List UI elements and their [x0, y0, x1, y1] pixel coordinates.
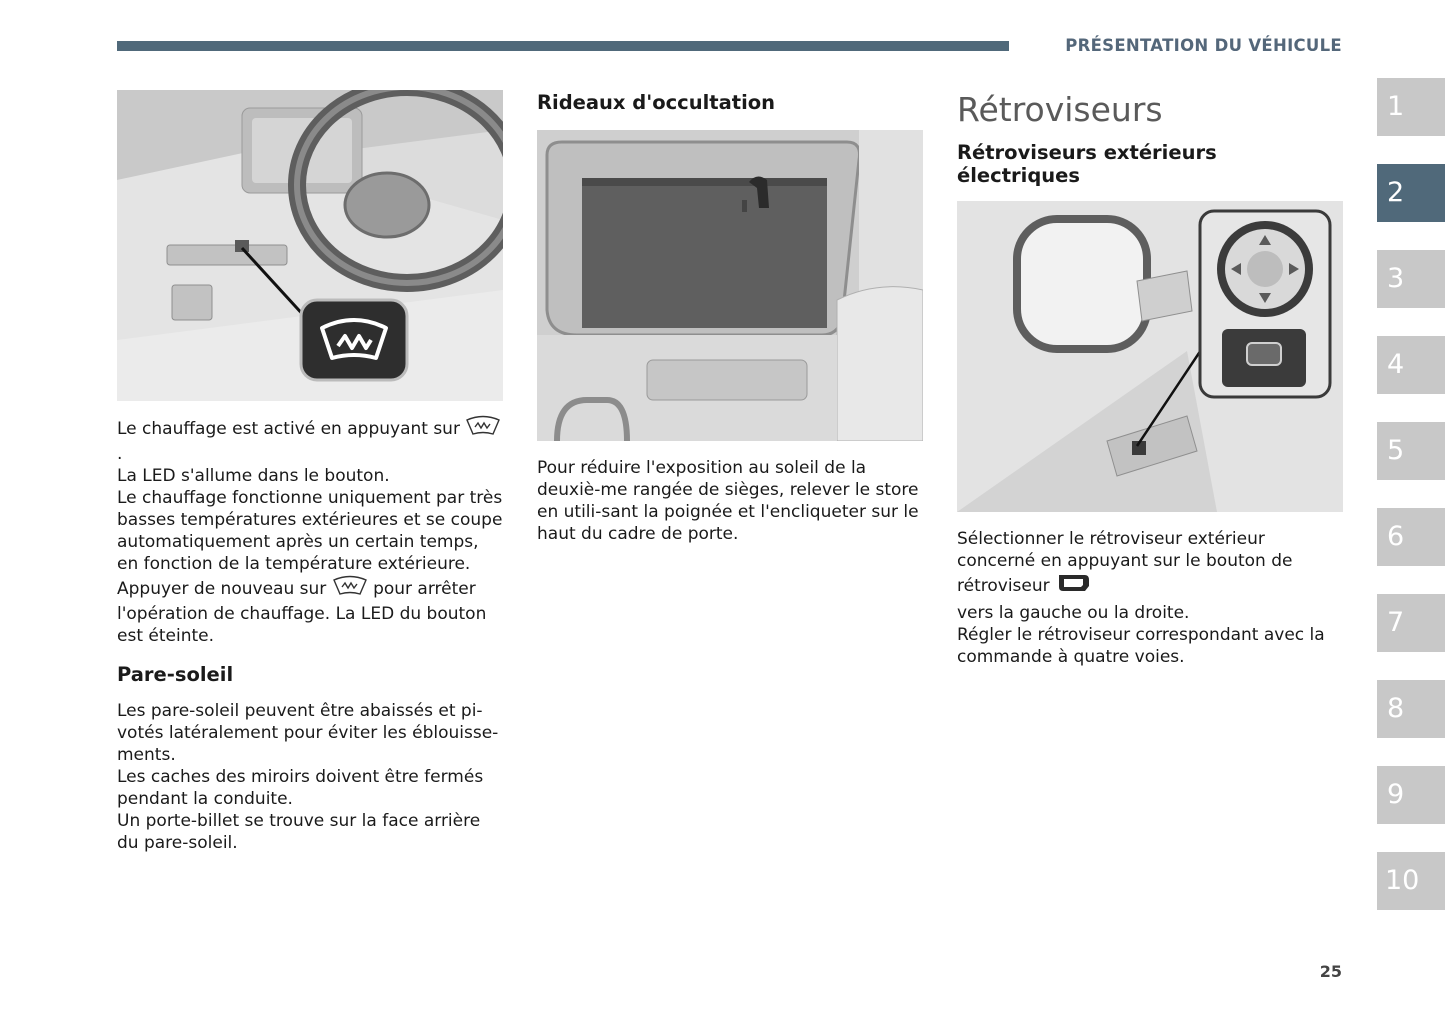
header-rule	[117, 41, 1009, 51]
heating-text-2: La LED s'allume dans le bouton.	[117, 466, 390, 486]
chapter-tab-7[interactable]: 7	[1377, 594, 1445, 652]
window-blind-photo	[537, 130, 923, 441]
mirror-button-icon	[1055, 572, 1091, 600]
chapter-tab-10[interactable]: 10	[1377, 852, 1445, 910]
chapter-tab-6[interactable]: 6	[1377, 508, 1445, 566]
sunvisor-heading: Pare-soleil	[117, 663, 234, 686]
page-number: 25	[1319, 962, 1342, 981]
mirror-text-3: Régler le rétroviseur correspondant avec la commande à quatre voies.	[957, 625, 1325, 667]
heating-text-1: Le chauffage est activé en appuyant sur	[117, 419, 460, 439]
mirror-text-2: vers la gauche ou la droite.	[957, 603, 1190, 623]
blinds-heading: Rideaux d'occultation	[537, 91, 776, 114]
defrost-icon	[465, 415, 501, 443]
chapter-tab-8[interactable]: 8	[1377, 680, 1445, 738]
heating-text-1-end: .	[117, 444, 123, 464]
chapter-tab-4[interactable]: 4	[1377, 336, 1445, 394]
section-title: PRÉSENTATION DU VÉHICULE	[1065, 36, 1342, 55]
mirrors-title: Rétroviseurs	[957, 90, 1163, 129]
chapter-tab-3[interactable]: 3	[1377, 250, 1445, 308]
mirror-text-1: Sélectionner le rétroviseur extérieur concerné en appuyant sur le bouton de rétroviseur	[957, 529, 1293, 596]
electric-mirrors-heading: Rétroviseurs extérieurs électriques	[957, 141, 1217, 187]
column-mirrors	[957, 90, 1343, 668]
column-heating	[117, 90, 503, 854]
chapter-tab-2[interactable]: 2	[1377, 164, 1445, 222]
sunvisor-text-2: Les caches des miroirs doivent être fermés pendant la conduite.	[117, 767, 484, 809]
heating-text-3: Le chauffage fonctionne uniquement par très basses températures extérieures et se coupe automatiquement après un certain temps, en fonction de la température extérieure.	[117, 488, 503, 574]
defrost-icon	[332, 575, 368, 603]
chapter-tab-9[interactable]: 9	[1377, 766, 1445, 824]
dashboard-photo	[117, 90, 503, 401]
defrost-callout	[301, 300, 407, 380]
column-blinds	[537, 90, 923, 545]
sunvisor-text-1: Les pare-soleil peuvent être abaissés et pi-votés latéralement pour éviter les éblouisse-ments.	[117, 701, 499, 765]
blinds-text: Pour réduire l'exposition au soleil de la deuxiè-me rangée de sièges, relever le store en utili-sant la poignée et l'encliqueter sur le haut du cadre de porte.	[537, 458, 919, 544]
chapter-tab-1[interactable]: 1	[1377, 78, 1445, 136]
heating-text-4: Appuyer de nouveau sur	[117, 579, 327, 599]
heating-text-4-end: pour arrêter l'opération de chauffage. La LED du bouton est éteinte.	[117, 579, 487, 646]
chapter-tab-5[interactable]: 5	[1377, 422, 1445, 480]
sunvisor-text-3: Un porte-billet se trouve sur la face arrière du pare-soleil.	[117, 811, 481, 853]
mirror-control-photo	[957, 201, 1343, 512]
